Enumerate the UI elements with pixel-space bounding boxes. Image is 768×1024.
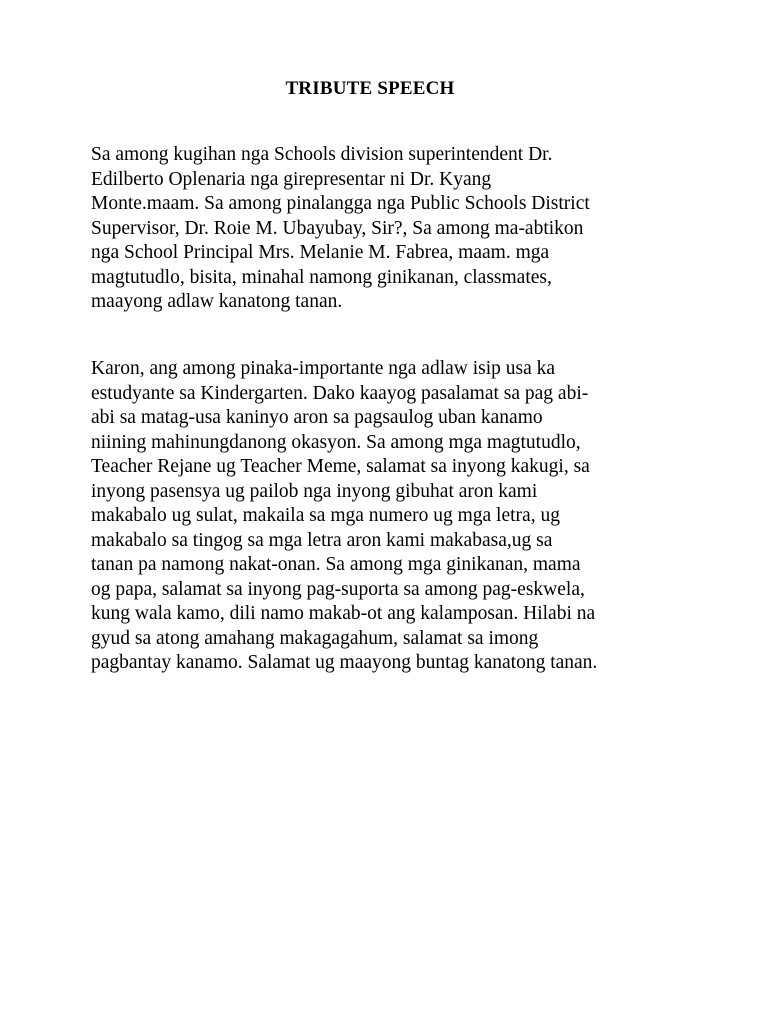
text-line: makabalo sa tingog sa mga letra aron kami makabasa,ug sa <box>91 529 553 551</box>
text-line: Teacher Rejane ug Teacher Meme, salamat sa inyong kakugi, sa <box>91 456 590 477</box>
text-line: gyud sa atong amahang makagagahum, salamat sa imong <box>91 627 539 649</box>
text-line: estudyante sa Kindergarten. Dako kaayog pasalamat sa pag abi- <box>91 382 589 404</box>
text-line: makabalo ug sulat, makaila sa mga numero ug mga letra, ug <box>91 505 560 526</box>
text-line: Monte.maam. Sa among pinalangga nga Public Schools District <box>91 193 590 214</box>
text-line: og papa, salamat sa inyong pag-suporta sa among pag-eskwela, <box>91 578 585 600</box>
text-line: magtutudlo, bisita, minahal namong ginikanan, classmates, <box>91 266 552 288</box>
text-line: abi sa matag-usa kaninyo aron sa pagsaulog uban kanamo <box>91 407 543 428</box>
text-line: pagbantay kanamo. Salamat ug maayong buntag kanatong tanan. <box>91 652 598 673</box>
text-line: inyong pasensya ug pailob nga inyong gibuhat aron kami <box>91 480 538 502</box>
text-line: Edilberto Oplenaria nga girepresentar ni Dr. Kyang <box>91 168 492 190</box>
text-line: niining mahinungdanong okasyon. Sa among mga magtutudlo, <box>91 431 581 453</box>
document-title: TRIBUTE SPEECH <box>285 78 455 99</box>
text-line: maayong adlaw kanatong tanan. <box>91 291 343 312</box>
text-line: tanan pa namong nakat-onan. Sa among mga ginikanan, mama <box>91 554 581 575</box>
paragraph-greeting <box>91 143 691 315</box>
text-line: Supervisor, Dr. Roie M. Ubayubay, Sir?, Sa among ma-abtikon <box>91 217 584 239</box>
text-line: Karon, ang among pinaka-importante nga adlaw isip usa ka <box>91 358 556 379</box>
paragraph-thanks <box>91 357 691 676</box>
text-line: Sa among kugihan nga Schools division superintendent Dr. <box>91 144 553 165</box>
text-line: nga School Principal Mrs. Melanie M. Fabrea, maam. mga <box>91 242 550 263</box>
text-line: kung wala kamo, dili namo makab-ot ang kalamposan. Hilabi na <box>91 603 596 624</box>
